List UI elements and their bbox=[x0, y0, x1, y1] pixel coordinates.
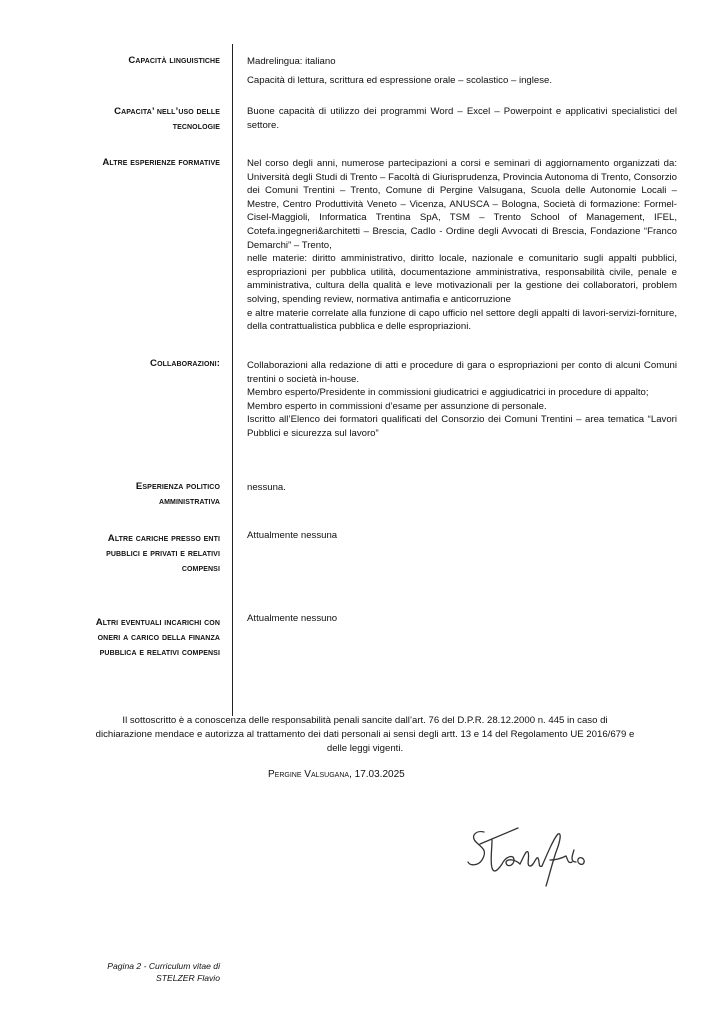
label-esperienza-politico: Esperienza politico amministrativa bbox=[135, 481, 220, 507]
label-altre-esperienze-formative: Altre esperienze formative bbox=[102, 157, 220, 168]
content-altre-cariche: Attualmente nessuna bbox=[247, 530, 338, 541]
declaration: Il sottoscritto è a conoscenza delle responsabilità penali sancite dall’art. 76 del D.P.R. 28.12.2000 n. 445 in caso di dichiarazione mendace e autorizza al trattamento dei dati personali ai sensi degli artt. 13 e 14 del Regolamento UE 2016/679 e delle leggi vigenti. bbox=[95, 715, 635, 754]
page-footer: Pagina 2 - Curriculum vitae di STELZER Flavio bbox=[107, 961, 220, 983]
label-collaborazioni: Collaborazioni: bbox=[150, 358, 220, 369]
content-capacita-linguistiche: Madrelingua: italiano Capacità di lettura, scrittura ed espressione orale – scolastico – inglese. bbox=[247, 56, 553, 86]
label-capacita-linguistiche: Capacità linguistiche bbox=[128, 55, 220, 66]
place-date: Pergine Valsugana, 17.03.2025 bbox=[268, 769, 405, 780]
column-divider bbox=[232, 44, 233, 716]
content-collaborazioni: Collaborazioni alla redazione di atti e procedure di gara o espropriazioni per conto di alcuni Comuni trentini o società in-house. Membro esperto/Presidente in commissioni giudicatrici e aggiudicatrici in procedure di appalto; Membro esperto in commissioni d’esame per assunzione di personale. Iscritto all’Elenco dei formatori qualificati del Consorzio dei Comuni Trentini – area tematica “Lavori Pubblici e sicurezza sul lavoro” bbox=[247, 360, 677, 439]
label-capacita-tecnologie: Capacita’ nell’uso delle tecnologie bbox=[114, 106, 220, 132]
content-esperienza-politico: nessuna. bbox=[247, 482, 286, 493]
content-altre-esperienze-formative: Nel corso degli anni, numerose partecipazioni a corsi e seminari di aggiornamento organizzati da: Università degli Studi di Trento – Facoltà di Giurisprudenza, Provincia Autonoma di Trento, Consorzio dei Comuni Trentini – Trento, Comune di Pergine Valsugana, Scuola delle Autonomie Locali – Mestre, Centro Produttività Veneto – Vicenza, ANUSCA – Bologna, Società di formazione: Formel-Cisel-Maggioli, Informatica Trentina SpA, TSM – Trento School of Management, IFEL, Cotefa.ingegneri&architetti – Brescia, Cadlo - Ordine degli Avvocati di Brescia, Fondazione “Franco Demarchi” – Trento, nelle materie: diritto amministrativo, diritto locale, nazionale e comunitario sugli appalti pubblici, espropriazioni per pubblica utilità, documentazione amministrativa, responsabilità civile, penale e amministrativa, cultura della qualità e leve motivazionali per la gestione dei collaboratori, problem solving, spending review, normativa antimafia e anticorruzione e altre materie correlate alla funzione di capo ufficio nel settore degli appalti di lavori-servizi-forniture, della contrattualistica pubblica e delle espropriazioni. bbox=[247, 158, 677, 333]
content-capacita-tecnologie: Buone capacità di utilizzo dei programmi Word – Excel – Powerpoint e applicativi specialistici del settore. bbox=[247, 106, 677, 131]
signature-image bbox=[462, 820, 612, 890]
label-altri-incarichi: Altri eventuali incarichi con oneri a carico della finanza pubblica e relativi compensi bbox=[95, 617, 220, 658]
label-altre-cariche: Altre cariche presso enti pubblici e privati e relativi compensi bbox=[106, 533, 220, 574]
content-altri-incarichi: Attualmente nessuno bbox=[247, 613, 338, 624]
